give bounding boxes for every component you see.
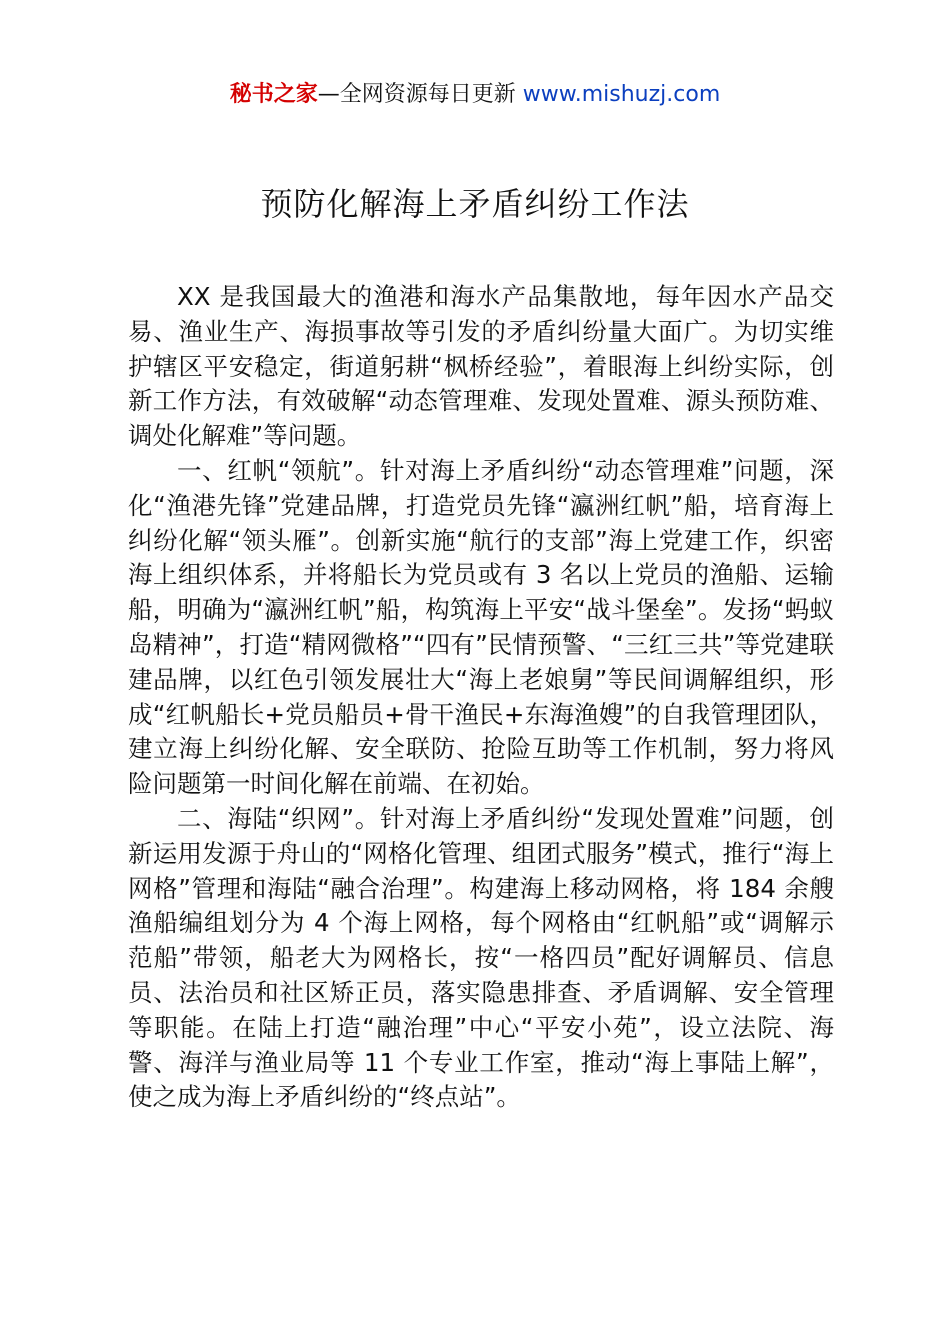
site-header (0, 80, 950, 110)
site-slogan: —全网资源每日更新 (317, 82, 516, 107)
document-body (128, 280, 834, 1115)
paragraph-section-2: 二、海陆“织网”。针对海上矛盾纠纷“发现处置难”问题，创新运用发源于舟山的“网格化管理、组团式服务”模式，推行“海上网格”管理和海陆“融合治理”。构建海上移动网格，将 184 余艘渔船编组划分为 4 个海上网格，每个网格由“红帆船”或“调解示范船”带领，船老大为网格长，按“一格四员”配好调解员、信息员、法治员和社区矫正员，落实隐患排查、矛盾调解、安全管理等职能。在陆上打造“融治理”中心“平安小苑”，设立法院、海警、海洋与渔业局等 11 个专业工作室，推动“海上事陆上解”，使之成为海上矛盾纠纷的“终点站”。 (128, 803, 834, 1112)
site-brand: 秘书之家 (229, 82, 318, 107)
site-url-link[interactable]: www.mishuzj.com (522, 82, 721, 107)
paragraph-section-1: 一、红帆“领航”。针对海上矛盾纠纷“动态管理难”问题，深化“渔港先锋”党建品牌，打造党员先锋“瀛洲红帆”船，培育海上纠纷化解“领头雁”。创新实施“航行的支部”海上党建工作，织密海上组织体系，并将船长为党员或有 3 名以上党员的渔船、运输船，明确为“瀛洲红帆”船，构筑海上平安“战斗堡垒”。发扬“蚂蚁岛精神”，打造“精网微格”“四有”民情预警、“三红三共”等党建联建品牌，以红色引领发展壮大“海上老娘舅”等民间调解组织，形成“红帆船长+党员船员+骨干渔民+东海渔嫂”的自我管理团队，建立海上纠纷化解、安全联防、抢险互助等工作机制，努力将风险问题第一时间化解在前端、在初始。 (128, 455, 834, 799)
document-title: 预防化解海上矛盾纠纷工作法 (260, 185, 690, 223)
paragraph-intro: XX 是我国最大的渔港和海水产品集散地，每年因水产品交易、渔业生产、海损事故等引发的矛盾纠纷量大面广。为切实维护辖区平安稳定，街道躬耕“枫桥经验”，着眼海上纠纷实际，创新工作方法，有效破解“动态管理难、发现处置难、源头预防难、调处化解难”等问题。 (128, 282, 834, 451)
